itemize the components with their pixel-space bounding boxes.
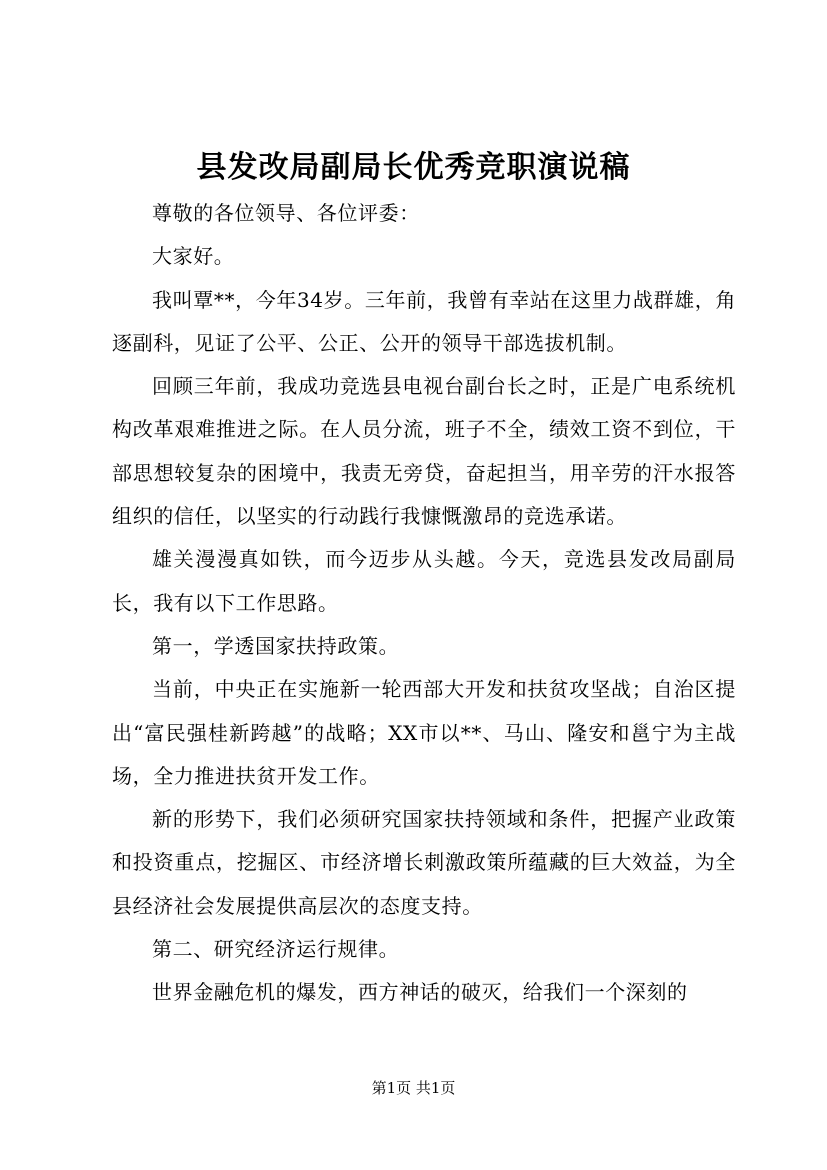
document-title: 县发改局副局长优秀竞职演说稿	[196, 150, 631, 185]
paragraph-current-situation: 当前，中央正在实施新一轮西部大开发和扶贫攻坚战；自治区提出“富民强桂新跨越”的战略；XX市以**、马山、隆安和邕宁为主战场，全力推进扶贫开发工作。	[112, 677, 736, 788]
paragraph-point-one-heading: 第一，学透国家扶持政策。	[152, 633, 400, 658]
paragraph-financial-crisis: 世界金融危机的爆发，西方神话的破灭，给我们一个深刻的	[152, 980, 688, 1005]
paragraph-introduction: 我叫覃**，今年34岁。三年前，我曾有幸站在这里力战群雄，角逐副科，见证了公平、公正、公开的领导干部选拔机制。	[112, 287, 736, 355]
paragraph-point-two-heading: 第二、研究经济运行规律。	[152, 937, 400, 962]
paragraph-transition: 雄关漫漫真如铁，而今迈步从头越。今天，竞选县发改局副局长，我有以下工作思路。	[112, 547, 736, 615]
paragraph-greeting: 大家好。	[152, 244, 235, 269]
document-body	[112, 192, 736, 1015]
paragraph-new-situation: 新的形势下，我们必须研究国家扶持领域和条件，把握产业政策和投资重点，挖掘区、市经济增长刺激政策所蕴藏的巨大效益，为全县经济社会发展提供高层次的态度支持。	[112, 807, 736, 918]
page-footer	[0, 1078, 827, 1098]
paragraph-salutation: 尊敬的各位领导、各位评委：	[152, 201, 420, 225]
page-number: 第1页 共1页	[371, 1079, 456, 1097]
paragraph-review: 回顾三年前，我成功竞选县电视台副台长之时，正是广电系统机构改革艰难推进之际。在人员分流，班子不全，绩效工资不到位，干部思想较复杂的困境中，我责无旁贷，奋起担当，用辛劳的汗水报答组织的信任，以坚实的行动践行我慷慨激昂的竞选承诺。	[112, 374, 736, 529]
